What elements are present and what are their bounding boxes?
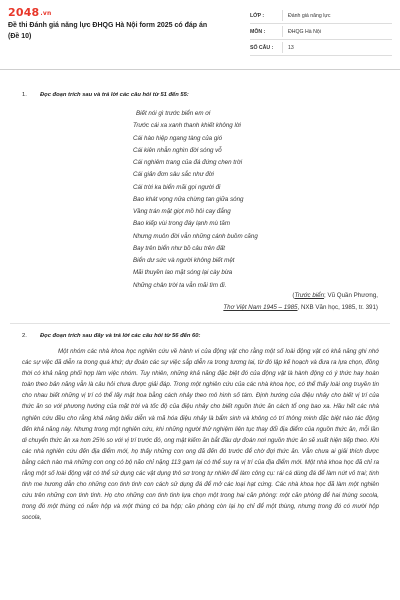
question-prompt: Đọc đoạn trích sau và trả lời các câu hỏi từ 51 đến 55: — [40, 92, 189, 98]
citation-collection: Thơ Việt Nam 1945 – 1985 — [223, 304, 298, 311]
citation-open: ( — [292, 292, 295, 299]
poem-line: Cái trời ka biển mãi gọi người đi — [133, 183, 221, 191]
question-1-heading — [22, 92, 382, 98]
meta-label: SỐ CÂU : — [250, 44, 274, 51]
meta-row-class — [250, 8, 392, 24]
question-number: 2. — [22, 333, 27, 339]
logo-suffix-text: .vn — [40, 10, 52, 17]
meta-label: MÔN : — [250, 28, 266, 35]
meta-value: 13 — [288, 44, 294, 51]
meta-separator — [282, 42, 283, 53]
document-title: Đề thi Đánh giá năng lực ĐHQG Hà Nội form 2025 có đáp án (Đề 10) — [8, 22, 208, 40]
question-2-heading — [22, 333, 382, 339]
meta-label: LỚP : — [250, 12, 265, 19]
header-divider — [0, 69, 400, 70]
poem-line: Bao khát vọng nửa chừng tan giữa sóng — [133, 195, 244, 203]
reading-passage: Một nhóm các nhà khoa học nghiên cứu về hành vi của động vật cho rằng một số loài động vật có khả năng ghi nhớ các sự việc đã diễn ra trong quá khứ; dự đoán các sự việc sắp diễn ra trong tương lai, từ đó lập kế hoạch và đưa ra lựa chọn, đồng thời có khả năng phối hợp làm việc nhóm. Tuy nhiên, những khả năng đặc biệt đó của động vật là hành động có ý thức hay hoàn toàn theo bản năng vẫn là câu hỏi chưa được giải đáp. Trong một nghiên cứu của các nhà khoa học, có thể thấy loài ong truyền tin cho nhau biết những vị trí có thể lấy mật hoa bằng cách nhảy theo mô hình số tám. Định hướng của điệu nhảy cho biết vị trí của thức ăn so với phương hướng của mặt trời và tốc độ của điệu nhảy cho biết nguồn thức ăn cách tổ ong bao xa. Hầu hết các nhà nghiên cứu đều cho rằng khả năng biểu diễn và mã hóa điệu nhảy là bẩm sinh và không có trí thông minh đặc biệt nào tác động đến khả năng này. Nhưng trong một nghiên cứu, khi những người thử nghiệm liên tục thay đổi địa điểm của nguồn thức ăn, mỗi lần di chuyển thức ăn xa hơn 25% so với vị trí trước đó, ong mật kiếm ăn bắt đầu dự đoán nơi nguồn thức ăn sẽ xuất hiện tiếp theo. Khi các nhà nghiên cứu đến địa điểm mới, họ thấy những con ong đã đến đó trước để chờ đợi thức ăn. Vẫn chưa ai giải thích được bằng cách nào mà những con ong có bộ não chỉ nặng 113 gam lại có thể suy ra vị trí của địa điểm mới. Một nhà khoa học đã chỉ ra rằng một số loài động vật có thể sử dụng các vật dụng thô sơ trong tự nhiên để làm công cụ: rái cá dùng đá để làm nứt vỏ trai; tinh tinh me hương dẫn cho những con tinh tinh con cách sử dụng đá để mở các loại hạt cứng. Các nhà khoa học đã làm một nghiên cứu trên những con tinh tinh. Họ cho những con tinh tinh lựa chọn một trong hai căn phòng: một căn phòng để hai thùng socola, trong đó một thùng có nắm hộp và một thùng có ba hộp; căn phòng còn lại họ chỉ để một thùng, nhưng trong đó có mười hộp socola, — [22, 348, 379, 522]
site-logo[interactable] — [8, 6, 51, 19]
document-header — [0, 0, 400, 67]
meta-separator — [282, 26, 283, 37]
poem-line: Nhưng muôn đời vẫn những cánh buồm căng — [133, 232, 258, 240]
poem-excerpt — [133, 110, 333, 294]
question-separator — [10, 323, 390, 324]
logo-main-text: 2048 — [8, 6, 40, 19]
poem-line: Biết nói gì trước biển em ơi — [136, 110, 211, 117]
poem-line: Mãi thuyền lao mặt sóng lại cày bừa — [133, 269, 233, 277]
poem-line: Vầng trán mặt giọt mồ hôi cay đắng — [133, 208, 231, 215]
poem-line: Cái nghiêm trang của đá đứng chen trời — [133, 159, 243, 166]
poem-line: Bay trên biển như bồ câu trên đất — [133, 244, 225, 252]
meta-value: Đánh giá năng lực — [288, 12, 331, 19]
poem-line: Cái kiên nhẫn nghìn đời sóng vỗ — [133, 146, 222, 154]
meta-row-subject — [250, 24, 392, 40]
poem-source-citation — [170, 290, 378, 314]
meta-separator — [282, 10, 283, 21]
poem-line: Cái giản đơn sâu sắc như đời — [133, 171, 214, 179]
poem-line: Cái hào hiệp ngang tàng của gió — [133, 134, 223, 142]
meta-value: ĐHQG Hà Nội — [288, 28, 321, 35]
meta-row-question-count — [250, 40, 392, 56]
poem-line: Những chân trời ta vẫn mãi tìm đi. — [133, 281, 227, 289]
citation-publisher: , NXB Văn học, 1985, tr. 391) — [297, 304, 378, 311]
question-number: 1. — [22, 92, 27, 98]
citation-author: ; Vũ Quần Phương, — [324, 292, 378, 299]
document-meta-table — [250, 8, 392, 56]
question-prompt: Đọc đoạn trích sau đây và trả lời các câu hỏi từ 56 đến 60: — [40, 333, 201, 339]
citation-poem-title: Trước biển — [294, 292, 325, 299]
poem-line: Trước cái xa xanh thanh khiết không lời — [133, 122, 241, 130]
poem-line: Bao kiếp vùi trong đáy lạnh mù tăm — [133, 220, 230, 228]
poem-line: Biển dư sức và người không biết mệt — [133, 257, 235, 264]
